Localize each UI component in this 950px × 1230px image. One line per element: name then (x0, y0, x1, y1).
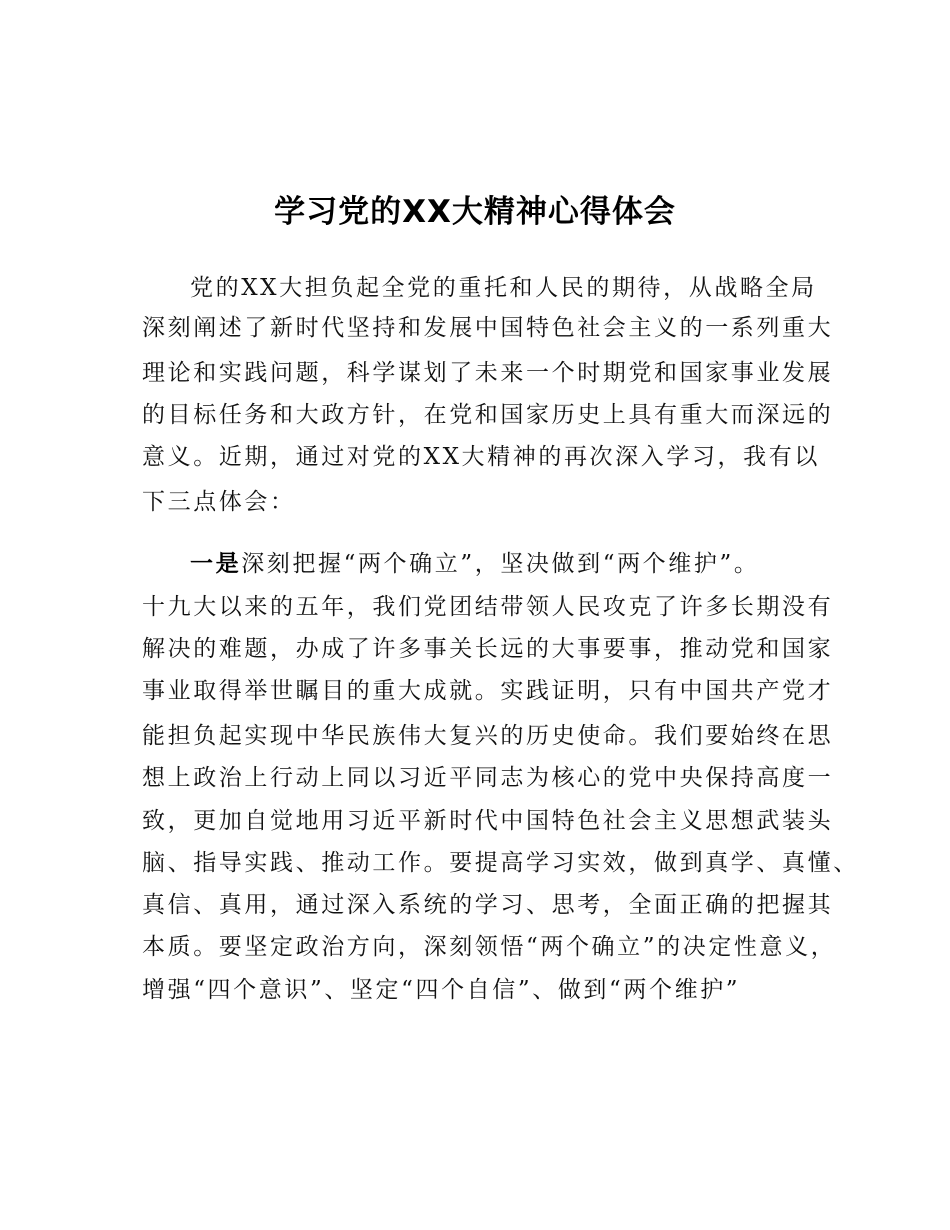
point-lead: 一是 (190, 550, 242, 577)
paragraph-line: 能担负起实现中华民族伟大复兴的历史使命。我们要始终在思 (142, 723, 834, 749)
paragraph-line: 解决的难题，办成了许多事关长远的大事要事，推动党和国家 (142, 636, 834, 662)
paragraph-line: 十九大以来的五年，我们党团结带领人民攻克了许多长期没有 (142, 594, 834, 620)
paragraph-line: 理论和实践问题，科学谋划了未来一个时期党和国家事业发展 (142, 360, 834, 386)
document-title: 学习党的XX大精神心得体会 (274, 194, 676, 230)
paragraph-line: 事业取得举世瞩目的重大成就。实践证明，只有中国共产党才 (142, 678, 834, 704)
paragraph-line: 意义。近期，通过对党的XX大精神的再次深入学习，我有以 (142, 444, 820, 470)
paragraph-line: 深刻阐述了新时代坚持和发展中国特色社会主义的一系列重大 (142, 315, 834, 341)
point-heading: 深刻把握“两个确立”，坚决做到“两个维护”。 (241, 551, 760, 577)
paragraph-line: 脑、指导实践、推动工作。要提高学习实效，做到真学、真懂、 (142, 850, 859, 876)
paragraph-line: 的目标任务和大政方针，在党和国家历史上具有重大而深远的 (142, 402, 834, 428)
paragraph-line: 党的XX大担负起全党的重托和人民的期待，从战略全局 (190, 275, 817, 301)
paragraph-line: 想上政治上行动上同以习近平同志为核心的党中央保持高度一 (142, 765, 834, 791)
paragraph-line: 增强“四个意识”、坚定“四个自信”、做到“两个维护” (142, 977, 741, 1003)
paragraph-line: 本质。要坚定政治方向，深刻领悟“两个确立”的决定性意义， (142, 934, 837, 960)
paragraph-line: 真信、真用，通过深入系统的学习、思考，全面正确的把握其 (142, 892, 834, 918)
paragraph-line: 致，更加自觉地用习近平新时代中国特色社会主义思想武装头 (142, 808, 834, 834)
paragraph-line: 下三点体会： (142, 489, 296, 515)
paragraph-line (190, 546, 759, 582)
